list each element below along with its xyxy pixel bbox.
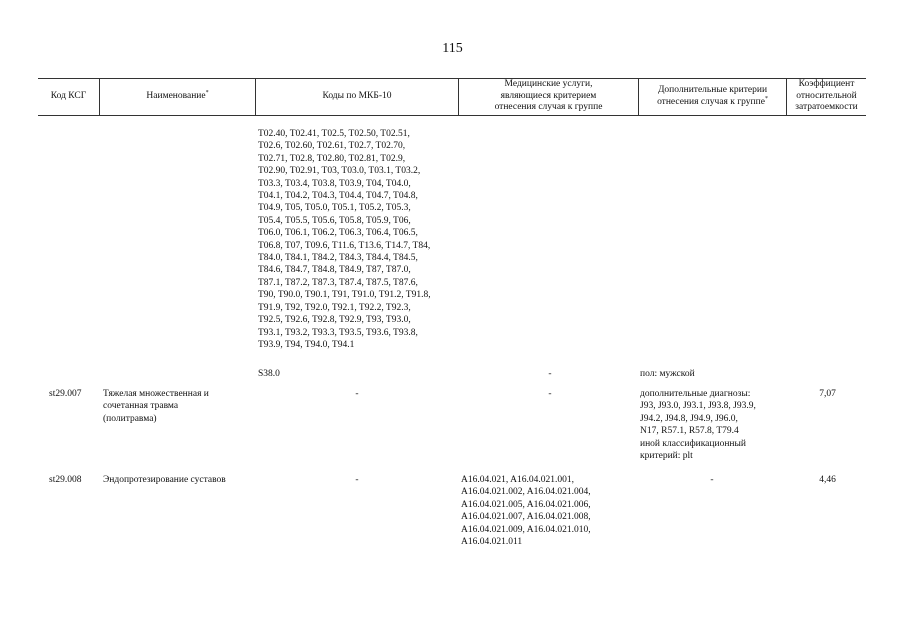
header-code: Код КСГ — [50, 90, 87, 101]
row1-criteria: пол: мужской — [640, 369, 695, 379]
row3-criteria: - — [710, 475, 714, 485]
icd-codes-continuation: T02.40, T02.41, T02.5, T02.50, T02.51, T02.6, T02.60, T02.61, T02.7, T02.70, T02.71, T02.8, T02.80, T02.81, T02.9, T02.90, T02.91, T03, T03.0, T03.1, T03.2, T03.3, T03.4, T03.8, T03.9, T04, T04.0, T04.1, T04.2, T04.3, T04.4, T04.7, T04.8, T04.9, T05, T05.0, T05.1, T05.2, T05.3, T05.4, T05.5, T05.6, T05.8, T05.9, T06, T06.0, T06.1, T06.2, T06.3, T06.4, T06.5, T06.8, T07, T09.6, T11.6, T13.6, T14.7, T84, T84.0, T84.1, T84.2, T84.3, T84.4, T84.5, T84.6, T84.7, T84.8, T84.9, T87, T87.0, T87.1, T87.2, T87.3, T87.4, T87.5, T87.6, T90, T90.0, T90.1, T91, T91.0, T91.2, T91.8, T91.9, T92, T92.0, T92.1, T92.2, T92.3, T92.5, T92.6, T92.8, T92.9, T93, T93.0, T93.1, T93.2, T93.3, T93.5, T93.6, T93.8, T93.9, T94, T94.0, T94.1 — [258, 129, 431, 350]
header-coefficient: Коэффициент относительной затратоемкости — [795, 79, 858, 113]
row2-name: Тяжелая множественная и сочетанная травма (политравма) — [103, 389, 209, 424]
row2-coefficient: 7,07 — [819, 389, 836, 399]
row1-services: - — [548, 369, 552, 379]
row3-name: Эндопротезирование суставов — [103, 475, 226, 485]
row2-services: - — [548, 389, 552, 399]
row3-services: A16.04.021, A16.04.021.001, A16.04.021.002, A16.04.021.004, A16.04.021.005, A16.04.021.006, A16.04.021.007, A16.04.021.008, A16.04.021.009, A16.04.021.010, A16.04.021.011 — [461, 475, 591, 548]
row2-code: st29.007 — [49, 389, 82, 399]
page-number: 115 — [442, 41, 463, 56]
header-services: Медицинские услуги, являющиеся критерием отнесения случая к группе — [494, 79, 603, 113]
row3-coefficient: 4,46 — [819, 475, 836, 485]
header-criteria: Дополнительные критерии отнесения случая к группе* — [657, 85, 768, 107]
row1-icd: S38.0 — [258, 369, 280, 379]
row3-icd: - — [355, 475, 359, 485]
header-name: Наименование* — [146, 89, 209, 101]
row2-icd: - — [355, 389, 359, 399]
row2-criteria: дополнительные диагнозы: J93, J93.0, J93.1, J93.8, J93.9, J94.2, J94.8, J94.9, J96.0, N17, R57.1, R57.8, T79.4 иной классификационный критерий: plt — [640, 389, 756, 462]
table-header-bottom-border — [38, 115, 866, 116]
row3-code: st29.008 — [49, 475, 82, 485]
header-icd-codes: Коды по МКБ-10 — [322, 90, 392, 101]
